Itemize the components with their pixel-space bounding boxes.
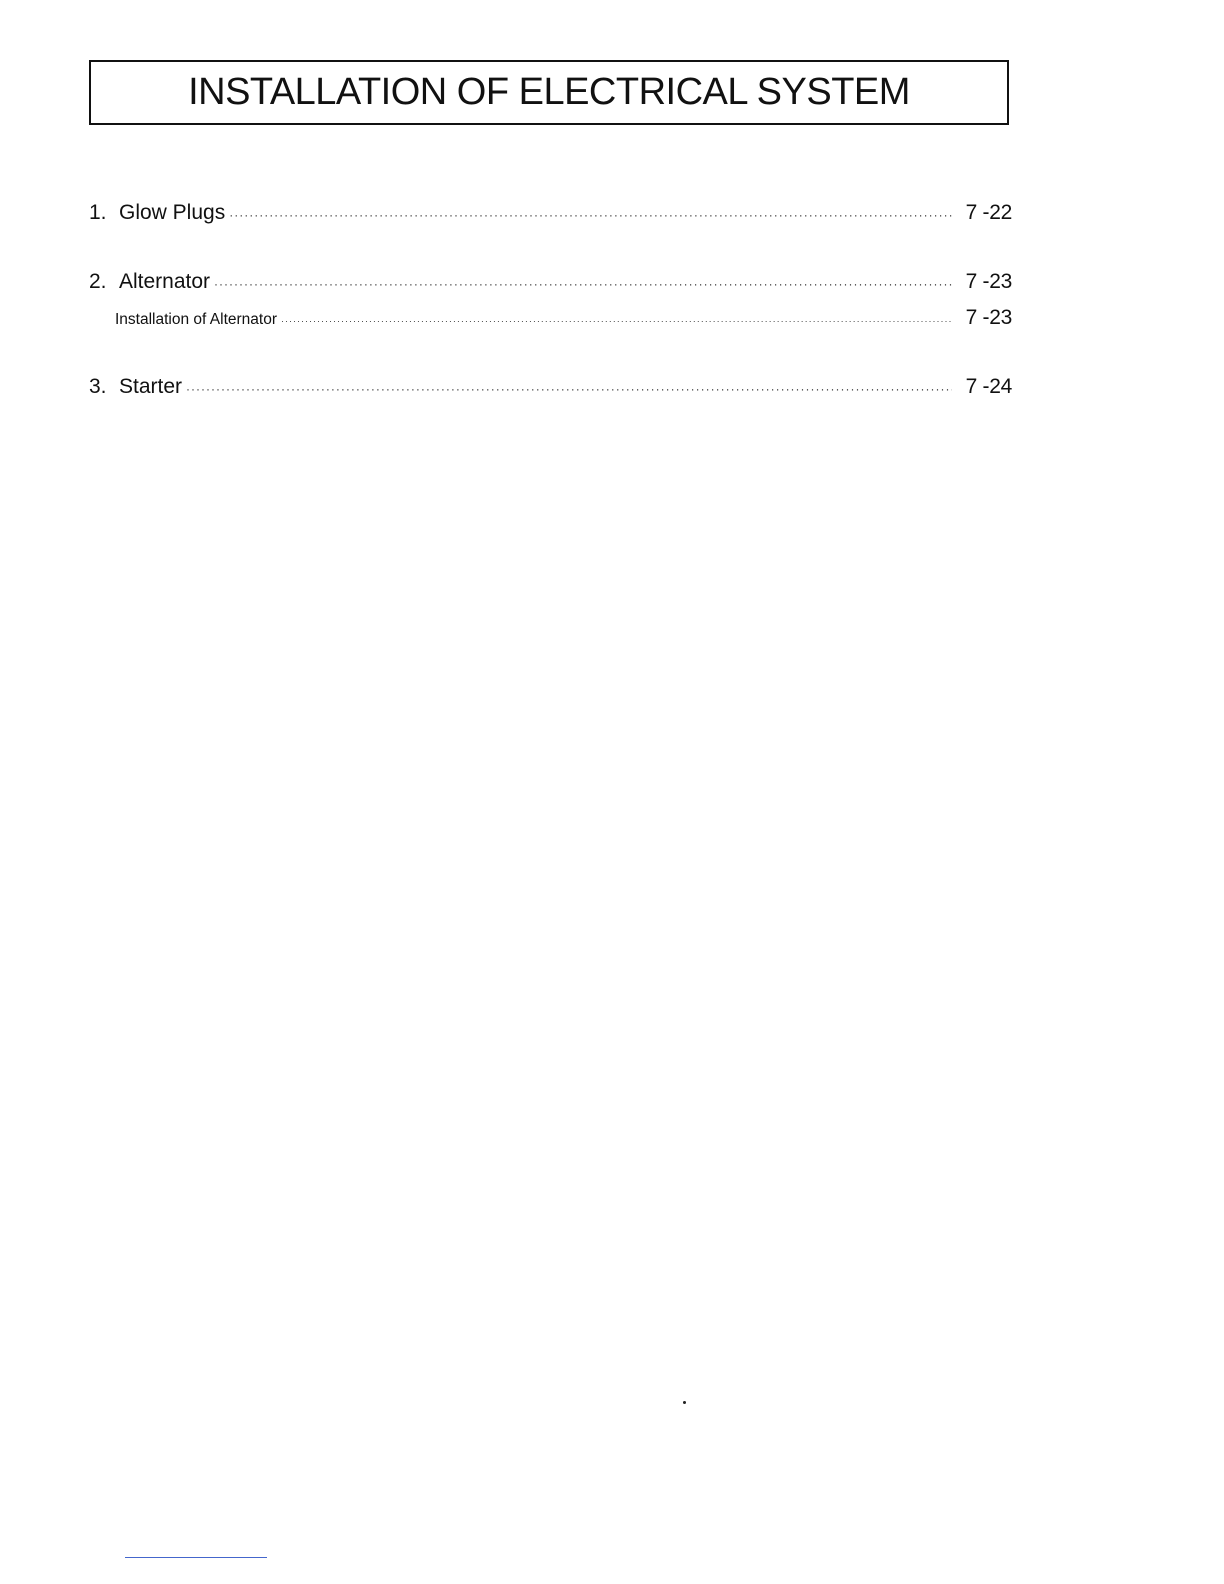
toc-entry-page: 7 -23 [965,306,1012,329]
title-box [89,60,1009,125]
toc-entry-number: 2. [89,270,107,293]
scan-speck [683,1401,686,1404]
bottom-rule [125,1557,267,1558]
dot-leader [186,382,952,396]
toc-entry-starter[interactable] [89,375,1012,399]
toc-entry-alternator[interactable] [89,270,1012,294]
toc-entry-glow-plugs[interactable] [89,201,1012,225]
toc-entry-label: Alternator [119,270,211,293]
toc-entry-page: 7 -24 [965,375,1012,398]
toc-entry-page: 7 -23 [965,270,1012,293]
dot-leader [229,208,951,222]
toc-entry-label: Installation of Alternator [115,311,277,328]
toc-entry-label: Starter [119,375,183,398]
toc-subentry-installation-of-alternator[interactable] [115,306,1012,330]
toc-entry-page: 7 -22 [965,201,1012,224]
dot-leader [214,277,952,291]
dot-leader [281,316,952,326]
toc-entry-number: 3. [89,375,107,398]
toc-entry-number: 1. [89,201,107,224]
toc-entry-label: Glow Plugs [119,201,226,224]
page-title: INSTALLATION OF ELECTRICAL SYSTEM [188,71,910,113]
